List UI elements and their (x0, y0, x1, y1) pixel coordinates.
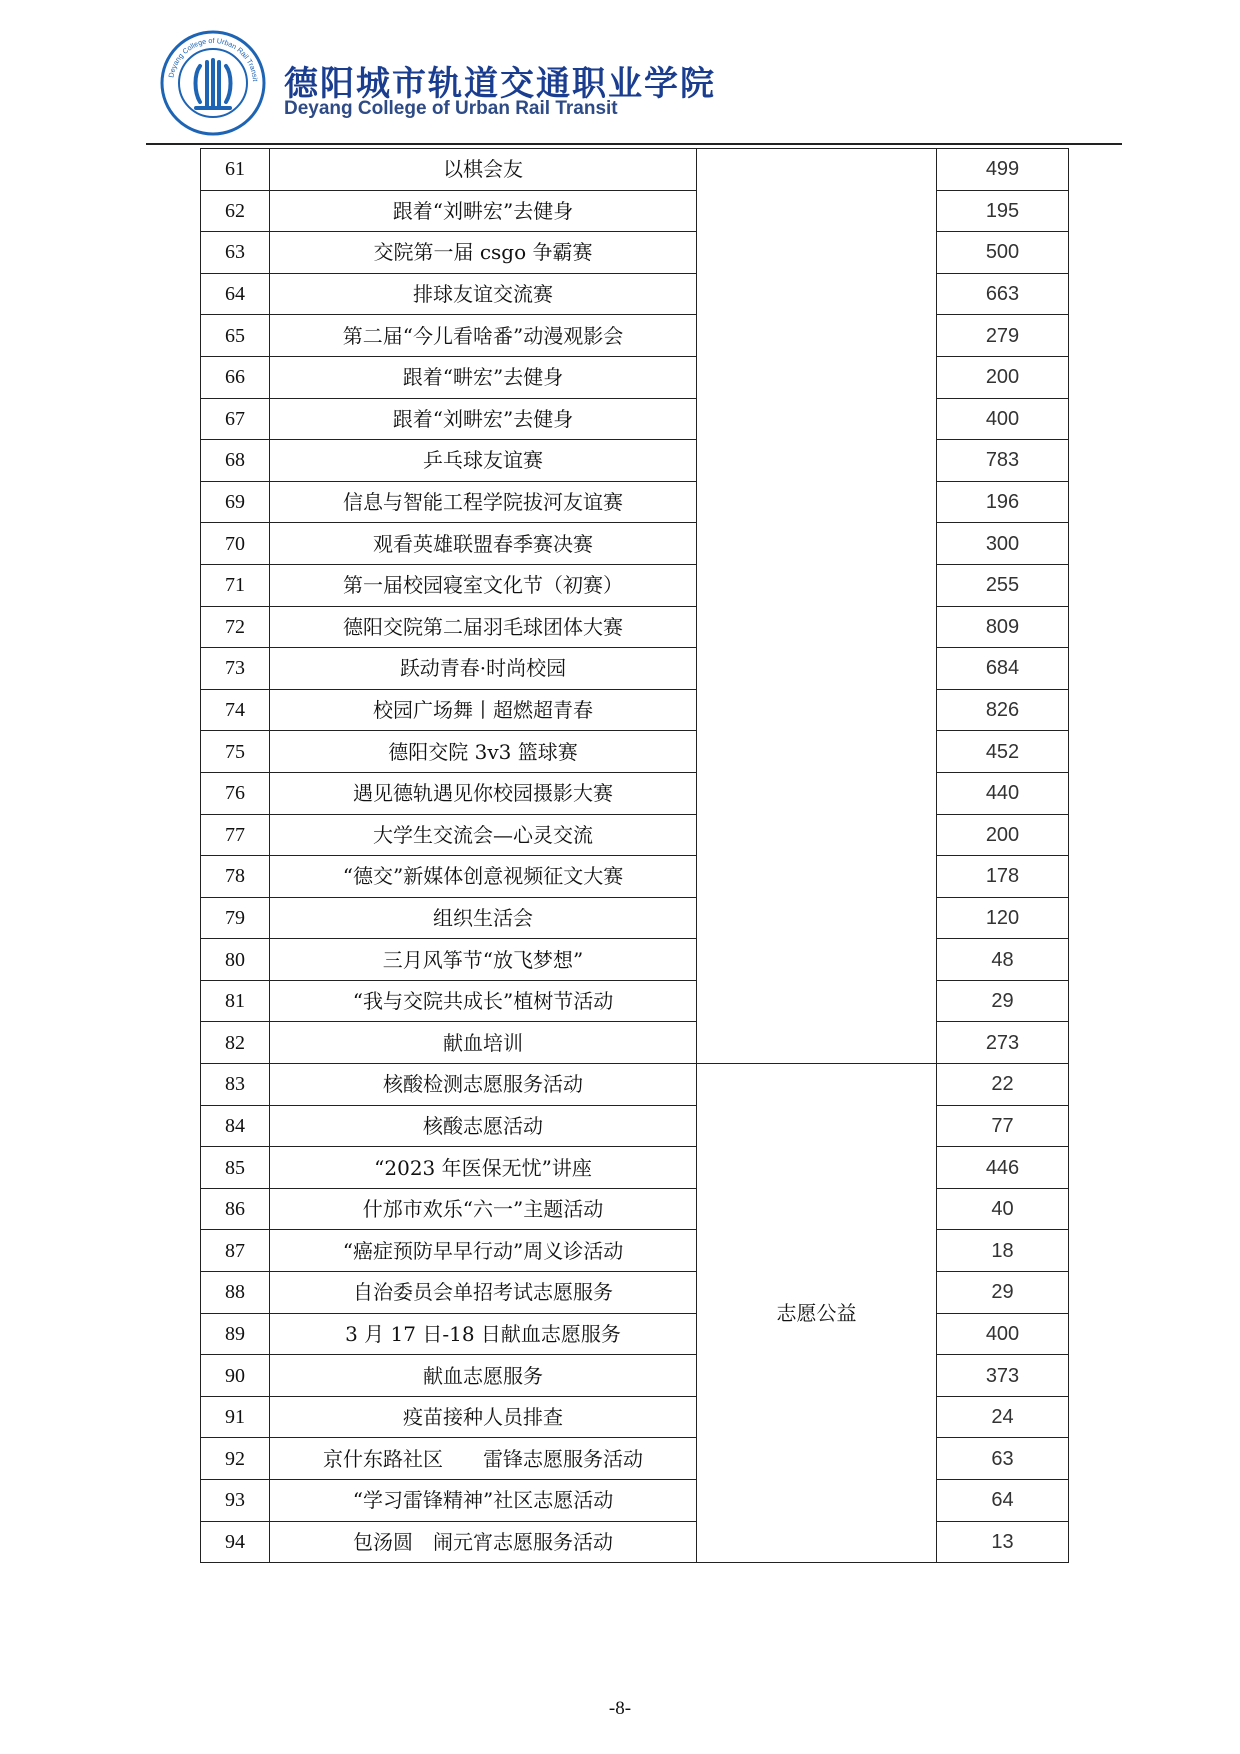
table-row (201, 273, 1069, 315)
participant-count: 440 (937, 772, 1069, 814)
activity-name: 信息与智能工程学院拔河友谊赛 (270, 481, 697, 523)
row-number: 71 (201, 564, 270, 606)
participant-count: 452 (937, 731, 1069, 773)
row-number: 63 (201, 232, 270, 274)
activity-name: 跟着“刘畊宏”去健身 (270, 190, 697, 232)
activity-name: 大学生交流会—心灵交流 (270, 814, 697, 856)
svg-text:Deyang College of Urban Rail T: Deyang College of Urban Rail Transit (166, 35, 260, 82)
table-row (201, 1188, 1069, 1230)
participant-count: 400 (937, 398, 1069, 440)
participant-count: 826 (937, 689, 1069, 731)
participant-count: 22 (937, 1064, 1069, 1106)
activity-name: 组织生活会 (270, 897, 697, 939)
table-row (201, 149, 1069, 191)
row-number: 73 (201, 648, 270, 690)
table-row (201, 814, 1069, 856)
row-number: 65 (201, 315, 270, 357)
participant-count: 18 (937, 1230, 1069, 1272)
table-row (201, 939, 1069, 981)
participant-count: 178 (937, 856, 1069, 898)
row-number: 67 (201, 398, 270, 440)
table-row (201, 856, 1069, 898)
activity-name: 三月风筝节“放飞梦想” (270, 939, 697, 981)
table-row (201, 648, 1069, 690)
participant-count: 196 (937, 481, 1069, 523)
participant-count: 273 (937, 1022, 1069, 1064)
activity-name: 献血志愿服务 (270, 1355, 697, 1397)
row-number: 81 (201, 980, 270, 1022)
school-name-en: Deyang College of Urban Rail Transit (284, 98, 618, 119)
activity-name: “学习雷锋精神”社区志愿活动 (270, 1480, 697, 1522)
row-number: 83 (201, 1064, 270, 1106)
table-row (201, 689, 1069, 731)
school-name-cn: 德阳城市轨道交通职业学院 (284, 64, 716, 104)
table-row (201, 1064, 1069, 1106)
row-number: 76 (201, 772, 270, 814)
participant-count: 48 (937, 939, 1069, 981)
table-row (201, 523, 1069, 565)
activity-name: 3 月 17 日-18 日献血志愿服务 (270, 1313, 697, 1355)
activity-name: 第一届校园寝室文化节（初赛） (270, 564, 697, 606)
participant-count: 279 (937, 315, 1069, 357)
activity-name: 德阳交院第二届羽毛球团体大赛 (270, 606, 697, 648)
table-row (201, 897, 1069, 939)
table-row (201, 315, 1069, 357)
table-row (201, 1438, 1069, 1480)
table-row (201, 232, 1069, 274)
row-number: 74 (201, 689, 270, 731)
row-number: 93 (201, 1480, 270, 1522)
college-logo (160, 30, 266, 136)
page-number: -8- (608, 1698, 632, 1719)
participant-count: 663 (937, 273, 1069, 315)
activity-name: 京什东路社区 雷锋志愿服务活动 (270, 1438, 697, 1480)
row-number: 64 (201, 273, 270, 315)
activity-name: 遇见德轨遇见你校园摄影大赛 (270, 772, 697, 814)
table-row (201, 356, 1069, 398)
participant-count: 64 (937, 1480, 1069, 1522)
activity-name: 校园广场舞丨超燃超青春 (270, 689, 697, 731)
table-row (201, 731, 1069, 773)
activity-name: 乒乓球友谊赛 (270, 440, 697, 482)
activity-name: “癌症预防早早行动”周义诊活动 (270, 1230, 697, 1272)
row-number: 66 (201, 356, 270, 398)
row-number: 90 (201, 1355, 270, 1397)
table-row (201, 564, 1069, 606)
participant-count: 500 (937, 232, 1069, 274)
table-row (201, 1272, 1069, 1314)
participant-count: 77 (937, 1105, 1069, 1147)
activity-name: 以棋会友 (270, 149, 697, 191)
row-number: 92 (201, 1438, 270, 1480)
activity-name: 观看英雄联盟春季赛决赛 (270, 523, 697, 565)
participant-count: 24 (937, 1396, 1069, 1438)
table-row (201, 1480, 1069, 1522)
participant-count: 255 (937, 564, 1069, 606)
row-number: 75 (201, 731, 270, 773)
row-number: 91 (201, 1396, 270, 1438)
activity-name: “我与交院共成长”植树节活动 (270, 980, 697, 1022)
participant-count: 195 (937, 190, 1069, 232)
table-row (201, 1355, 1069, 1397)
row-number: 61 (201, 149, 270, 191)
category-cell: 志愿公益 (697, 1064, 937, 1563)
activity-name: 什邡市欢乐“六一”主题活动 (270, 1188, 697, 1230)
participant-count: 446 (937, 1147, 1069, 1189)
activity-name: 包汤圆 闹元宵志愿服务活动 (270, 1521, 697, 1563)
row-number: 78 (201, 856, 270, 898)
activity-name: 核酸检测志愿服务活动 (270, 1064, 697, 1106)
participant-count: 40 (937, 1188, 1069, 1230)
participant-count: 29 (937, 980, 1069, 1022)
table-row (201, 1105, 1069, 1147)
activity-name: 跟着“畊宏”去健身 (270, 356, 697, 398)
participant-count: 200 (937, 356, 1069, 398)
row-number: 85 (201, 1147, 270, 1189)
activity-name: 第二届“今儿看啥番”动漫观影会 (270, 315, 697, 357)
activity-table (200, 148, 1069, 1563)
participant-count: 809 (937, 606, 1069, 648)
activity-name: 德阳交院 3v3 篮球赛 (270, 731, 697, 773)
row-number: 89 (201, 1313, 270, 1355)
row-number: 82 (201, 1022, 270, 1064)
participant-count: 684 (937, 648, 1069, 690)
row-number: 70 (201, 523, 270, 565)
table-row (201, 1147, 1069, 1189)
activity-name: “2023 年医保无忧”讲座 (270, 1147, 697, 1189)
row-number: 62 (201, 190, 270, 232)
table-row (201, 606, 1069, 648)
row-number: 94 (201, 1521, 270, 1563)
table-row (201, 398, 1069, 440)
table-row (201, 1521, 1069, 1563)
row-number: 79 (201, 897, 270, 939)
table-row (201, 1230, 1069, 1272)
row-number: 86 (201, 1188, 270, 1230)
activity-name: 跃动青春·时尚校园 (270, 648, 697, 690)
participant-count: 499 (937, 149, 1069, 191)
activity-table-body (201, 149, 1069, 1563)
activity-name: 自治委员会单招考试志愿服务 (270, 1272, 697, 1314)
activity-name: 排球友谊交流赛 (270, 273, 697, 315)
participant-count: 63 (937, 1438, 1069, 1480)
table-row (201, 1022, 1069, 1064)
category-cell (697, 149, 937, 1064)
table-row (201, 772, 1069, 814)
activity-name: 交院第一届 csgo 争霸赛 (270, 232, 697, 274)
participant-count: 200 (937, 814, 1069, 856)
row-number: 68 (201, 440, 270, 482)
table-row (201, 980, 1069, 1022)
activity-name: 跟着“刘畊宏”去健身 (270, 398, 697, 440)
table-row (201, 440, 1069, 482)
row-number: 77 (201, 814, 270, 856)
table-row (201, 1313, 1069, 1355)
header-rule (146, 143, 1122, 145)
row-number: 80 (201, 939, 270, 981)
activity-name: 疫苗接种人员排查 (270, 1396, 697, 1438)
row-number: 84 (201, 1105, 270, 1147)
page-header (160, 30, 1110, 140)
participant-count: 373 (937, 1355, 1069, 1397)
participant-count: 400 (937, 1313, 1069, 1355)
row-number: 87 (201, 1230, 270, 1272)
row-number: 72 (201, 606, 270, 648)
table-row (201, 1396, 1069, 1438)
activity-name: “德交”新媒体创意视频征文大赛 (270, 856, 697, 898)
participant-count: 783 (937, 440, 1069, 482)
participant-count: 13 (937, 1521, 1069, 1563)
row-number: 88 (201, 1272, 270, 1314)
participant-count: 29 (937, 1272, 1069, 1314)
table-row (201, 190, 1069, 232)
table-row (201, 481, 1069, 523)
participant-count: 120 (937, 897, 1069, 939)
activity-name: 核酸志愿活动 (270, 1105, 697, 1147)
participant-count: 300 (937, 523, 1069, 565)
row-number: 69 (201, 481, 270, 523)
activity-name: 献血培训 (270, 1022, 697, 1064)
